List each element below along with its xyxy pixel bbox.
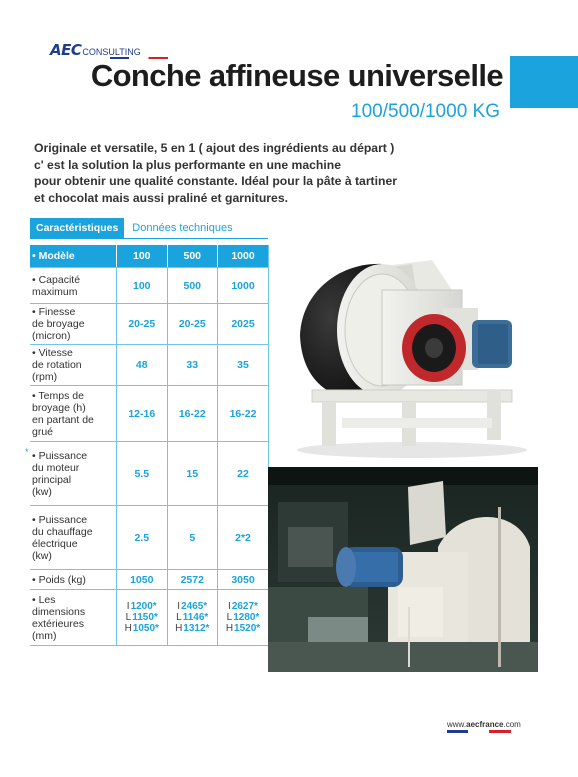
row-label bbox=[30, 268, 117, 304]
row-label-line: • Puissance bbox=[32, 513, 88, 526]
row-label-line: maximum bbox=[32, 285, 78, 298]
dimension-axis: L bbox=[226, 612, 233, 623]
row-value: 22 bbox=[218, 442, 269, 506]
dimension-value: 2627* bbox=[231, 601, 258, 612]
dimension-line bbox=[117, 601, 167, 612]
dimension-axis: I bbox=[228, 601, 231, 612]
footer-url-prefix: www. bbox=[447, 720, 467, 729]
dimension-value: 1200* bbox=[130, 601, 157, 612]
row-value: 12-16 bbox=[117, 386, 168, 442]
row-value: 2025 bbox=[218, 304, 269, 345]
table-row bbox=[30, 268, 268, 304]
table-row bbox=[30, 570, 268, 590]
row-value: 33 bbox=[167, 345, 218, 386]
row-value: 3050 bbox=[218, 570, 269, 590]
page-title: Conche affineuse universelle bbox=[90, 58, 503, 93]
row-label-line: de broyage bbox=[32, 318, 85, 330]
row-label-line: (rpm) bbox=[32, 371, 58, 383]
table-row bbox=[30, 442, 268, 506]
row-value: 20-25 bbox=[117, 304, 168, 345]
dimension-value: 1146* bbox=[182, 612, 209, 623]
tab-donnees-techniques[interactable]: Données techniques bbox=[132, 222, 233, 234]
dimension-value: 2465* bbox=[181, 601, 208, 612]
row-value: 2*2 bbox=[218, 506, 269, 570]
intro-line: Originale et versatile, 5 en 1 ( ajout des ingrédients au départ ) bbox=[34, 141, 395, 155]
row-value: 2572 bbox=[167, 570, 218, 590]
row-label-line: • Capacité bbox=[32, 273, 81, 286]
table-row bbox=[30, 345, 268, 386]
header-model-1000: 1000 bbox=[218, 245, 269, 268]
tab-divider bbox=[30, 238, 268, 239]
row-value: 16-22 bbox=[218, 386, 269, 442]
dimension-line bbox=[218, 612, 268, 623]
dimension-line bbox=[168, 601, 218, 612]
row-label bbox=[30, 345, 117, 386]
footer-flag-stripe bbox=[447, 730, 511, 733]
dimension-value: 1150* bbox=[132, 612, 158, 623]
header-model-100: 100 bbox=[117, 245, 168, 268]
row-value: 15 bbox=[167, 442, 218, 506]
row-value: 100 bbox=[117, 268, 168, 304]
table-row bbox=[30, 386, 268, 442]
row-label-line: broyage (h) bbox=[32, 401, 86, 414]
table-row bbox=[30, 304, 268, 345]
row-label bbox=[30, 386, 117, 442]
dimension-axis: H bbox=[124, 623, 132, 634]
row-label bbox=[30, 570, 117, 590]
row-value: 5 bbox=[167, 506, 218, 570]
footnote-star: * bbox=[25, 447, 29, 457]
page-subtitle: 100/500/1000 KG bbox=[351, 101, 500, 122]
row-value: 48 bbox=[117, 345, 168, 386]
row-value: 1050 bbox=[117, 570, 168, 590]
row-label-line: • Les bbox=[32, 593, 56, 606]
row-label bbox=[30, 442, 117, 506]
dimension-axis: H bbox=[175, 623, 183, 634]
row-label-line: de rotation bbox=[32, 359, 82, 371]
intro-line: pour obtenir une qualité constante. Idéal pour la pâte à tartiner bbox=[34, 174, 397, 188]
brand-suffix: CONSULTING bbox=[82, 47, 141, 57]
row-value: 2.5 bbox=[117, 506, 168, 570]
footer-url-suffix: .com bbox=[503, 720, 521, 729]
specs-table bbox=[30, 245, 268, 646]
tab-caracteristiques[interactable]: Caractéristiques bbox=[30, 218, 124, 238]
header-label: • Modèle bbox=[30, 245, 117, 268]
row-label-line: électrique bbox=[32, 537, 78, 550]
dimension-value: 1280* bbox=[233, 612, 260, 623]
intro-line: et chocolat mais aussi praliné et garnitures. bbox=[34, 190, 288, 205]
intro-paragraph bbox=[34, 140, 414, 206]
dimension-axis: L bbox=[176, 612, 182, 623]
row-value: 16-22 bbox=[167, 386, 218, 442]
dimension-axis: I bbox=[126, 601, 130, 612]
row-value: 20-25 bbox=[167, 304, 218, 345]
dimension-value: 1050* bbox=[132, 623, 159, 634]
row-label-line: du moteur bbox=[32, 461, 80, 474]
row-label-line: • Puissance bbox=[32, 449, 88, 462]
header-model-500: 500 bbox=[167, 245, 218, 268]
factory-photo bbox=[268, 467, 538, 672]
dimension-line bbox=[117, 623, 167, 634]
row-label-line: • Poids (kg) bbox=[32, 573, 86, 586]
row-label-line: dimensions bbox=[32, 605, 86, 618]
table-row-dimensions bbox=[30, 590, 268, 646]
row-value: 500 bbox=[167, 268, 218, 304]
brand-name: AEC bbox=[50, 41, 82, 59]
table-header-row bbox=[30, 245, 268, 268]
row-label bbox=[30, 506, 117, 570]
row-label-line: principal bbox=[32, 473, 72, 486]
machine-photo bbox=[282, 250, 528, 458]
tab-bar bbox=[30, 218, 233, 238]
intro-line: c' est la solution la plus performante en une machine bbox=[34, 157, 341, 172]
dimension-line bbox=[218, 601, 268, 612]
dimension-line bbox=[168, 623, 218, 634]
brand-logo bbox=[50, 40, 141, 58]
row-label-line: en partant de bbox=[32, 413, 94, 426]
dimension-axis: L bbox=[125, 612, 132, 623]
row-label-line: grué bbox=[32, 425, 54, 438]
dimension-axis: I bbox=[177, 601, 181, 612]
row-label-line: (micron) bbox=[32, 330, 71, 342]
row-label bbox=[30, 590, 117, 646]
dimension-value: 1520* bbox=[234, 623, 261, 634]
footer-url-domain: aecfrance bbox=[466, 720, 504, 729]
row-label-line: (kw) bbox=[32, 485, 52, 498]
dimension-line bbox=[117, 612, 167, 623]
dimension-axis: H bbox=[225, 623, 234, 634]
row-label-line: extérieures bbox=[32, 617, 84, 630]
dimension-line bbox=[168, 612, 218, 623]
row-value: 5.5 bbox=[117, 442, 168, 506]
dimension-line bbox=[218, 623, 268, 634]
dimension-cell bbox=[117, 590, 168, 646]
footer-url[interactable] bbox=[447, 720, 521, 729]
row-label-line: • Vitesse bbox=[32, 347, 73, 359]
table-row bbox=[30, 506, 268, 570]
row-label-line: du chauffage bbox=[32, 525, 93, 538]
accent-block bbox=[510, 56, 578, 108]
row-label-line: (mm) bbox=[32, 629, 57, 642]
row-label-line: (kw) bbox=[32, 549, 52, 562]
row-value: 1000 bbox=[218, 268, 269, 304]
row-label-line: • Finesse bbox=[32, 306, 76, 318]
dimension-cell bbox=[218, 590, 269, 646]
dimension-cell bbox=[167, 590, 218, 646]
row-label bbox=[30, 304, 117, 345]
dimension-value: 1312* bbox=[183, 623, 210, 634]
row-value: 35 bbox=[218, 345, 269, 386]
row-label-line: • Temps de bbox=[32, 389, 84, 402]
